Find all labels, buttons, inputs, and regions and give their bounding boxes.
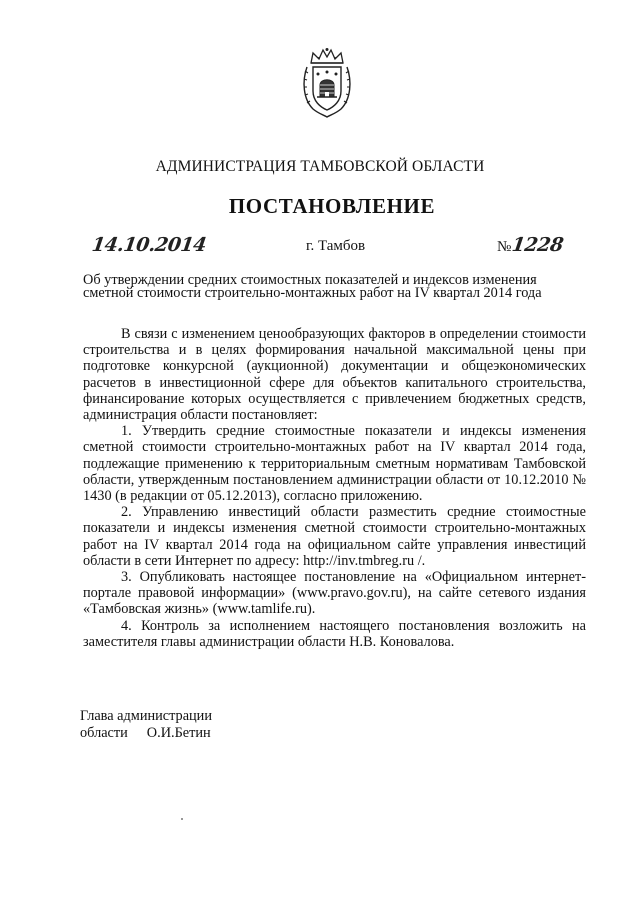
organization-name: АДМИНИСТРАЦИЯ ТАМБОВСКОЙ ОБЛАСТИ xyxy=(155,158,485,175)
coat-of-arms-icon xyxy=(299,47,355,119)
item-4-paragraph: 4. Контроль за исполнением настоящего постановления возложить на заместителя главы администрации области Н.В. Коновалова. xyxy=(83,617,586,650)
scan-speck xyxy=(181,818,183,820)
signer-name: О.И.Бетин xyxy=(146,725,211,741)
document-type: ПОСТАНОВЛЕНИЕ xyxy=(228,194,436,218)
signer-position-region: области xyxy=(80,725,128,741)
item-2-paragraph: 2. Управлению инвестиций области разместить средние стоимостные показатели и индексы изменения сметной стоимости строительно-монтажных работ на IV квартал 2014 года на официальном сайте управления инвестиций области в сети Интернет по адресу: http://inv.tmbreg.ru /. xyxy=(83,504,586,569)
preamble-paragraph: В связи с изменением ценообразующих факторов в определении стоимости строительства и в целях формирования начальной максимальной цены при подготовке конкурсной (аукционной) документации и общеэкономических расчетов в инвестиционной сфере для объектов капитального строительства, финансирование которых осуществляется с привлечением бюджетных средств, администрация области постановляет: xyxy=(83,326,586,424)
signer-position: Глава администрации xyxy=(80,708,212,724)
signature-block xyxy=(80,708,212,742)
item-3-paragraph: 3. Опубликовать настоящее постановление на «Официальном интернет-портале правовой информации» (www.pravo.gov.ru), на сайте сетевого издания «Тамбовская жизнь» (www.tamlife.ru). xyxy=(83,569,586,618)
document-number-block xyxy=(497,234,563,256)
document-body xyxy=(83,326,586,650)
number-label: № xyxy=(497,239,512,255)
document-number: 1228 xyxy=(510,234,565,256)
document-city: г. Тамбов xyxy=(306,238,366,254)
document-subject: Об утверждении средних стоимостных показателей и индексов изменения сметной стоимости строительно-монтажных работ на IV квартал 2014 года xyxy=(83,272,542,301)
document-date: 14.10.2014 xyxy=(90,234,208,256)
item-1-paragraph: 1. Утвердить средние стоимостные показатели и индексы изменения сметной стоимости строительно-монтажных работ на IV квартал 2014 года, подлежащие применению к территориальным сметным нормативам Тамбовской области, утвержденным постановлением администрации области от 10.12.2010 № 1430 (в редакции от 05.12.2013), согласно приложению. xyxy=(83,423,586,505)
